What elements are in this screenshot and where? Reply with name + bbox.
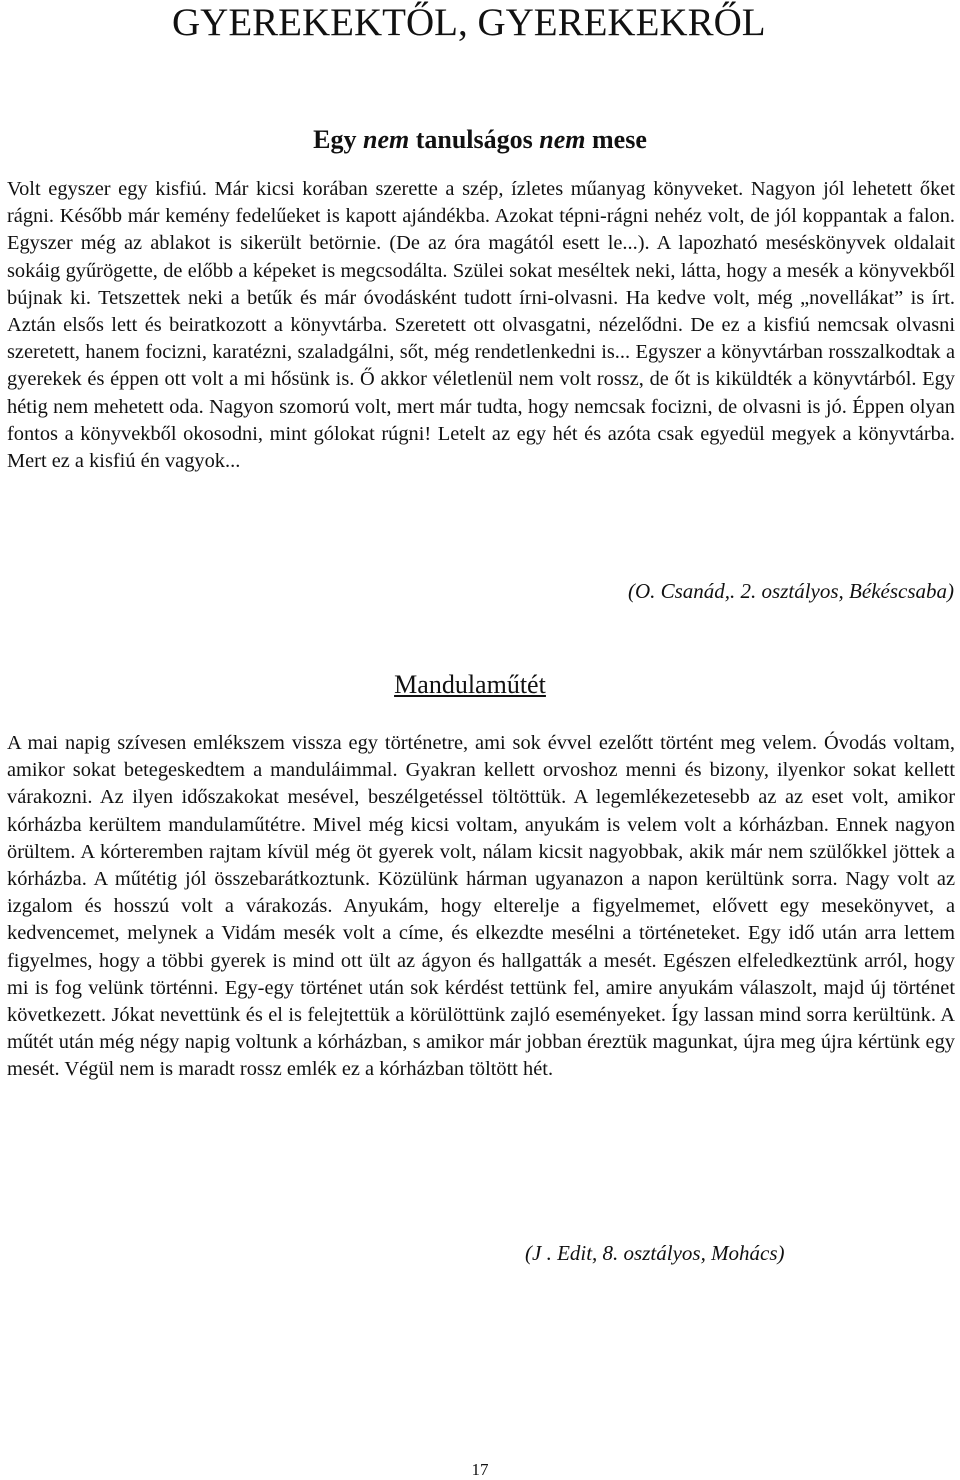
story-body-1: Volt egyszer egy kisfiú. Már kicsi korában szerette a szép, ízletes műanyag könyveket. Nagyon jól lehetett őket rágni. Később már kemény fedelűeket is kapott ajándékba. Azokat tépni-rágni nehéz volt, de jól koppantak a falon. Egyszer még az ablakot is sikerült betörnie. (De az óra magától esett le...). A lapozható meséskönyvek oldalait sokáig gyűrögette, de előbb a képeket is megcsodálta. Szülei sokat meséltek neki, látta, hogy a mesék a könyvekből bújnak ki. Tetszettek neki a betűk és már óvodásként tudott írni-olvasni. Ha kedve volt, még „novellákat” is írt. Aztán elsős lett és beiratkozott a könyvtárba. Szeretett ott olvasgatni, nézelődni. De ez a kisfiú nemcsak olvasni szeretett, hanem focizni, karatézni, szaladgálni, sőt, még rendetlenkedni is... Egyszer a könyvtárban rosszalkodtak a gyerekek és éppen ott volt a mi hősünk is. Ő akkor véletlenül nem volt rossz, de őt is kiküldték a könyvtárból. Egy hétig nem mehetett oda. Nagyon szomorú volt, mert már tudta, hogy nemcsak focizni, de olvasni is jó. Éppen olyan fontos a könyvekből okosodni, mint gólokat rúgni! Letelt az egy hét és azóta csak egyedül megyek a könyvtárba. Mert ez a kisfiú én vagyok...: [7, 178, 955, 473]
title-emphasis: nem: [362, 125, 410, 154]
title-emphasis: nem: [539, 125, 586, 154]
title-part: mese: [585, 125, 647, 154]
story-byline-1: (O. Csanád,. 2. osztályos, Békéscsaba): [627, 579, 954, 603]
story-byline-2: (J . Edit, 8. osztályos, Mohács): [525, 1241, 785, 1265]
title-part: tanulságos: [409, 125, 540, 154]
story-title-1: [0, 125, 960, 155]
title-part: Egy: [313, 125, 363, 154]
page-number: 17: [471, 1460, 489, 1479]
story-title-2: [0, 670, 950, 700]
story-body-2: A mai napig szívesen emlékszem vissza egy történetre, ami sok évvel ezelőtt történt meg velem. Óvodás voltam, amikor sokat betegeskedtem a manduláimmal. Gyakran kellett orvoshoz menni és bizony, ilyenkor sokat kellett várakozni. Az ilyen időszakokat mesével, beszélgetéssel töltöttük. A legemlékezetesebb az az eset volt, amikor kórházba kerültem mandulaműtétre. Mivel még kicsi voltam, anyukám is velem volt a kórházban. Ennek nagyon örültem. A kórteremben rajtam kívül még öt gyerek volt, nálam kicsit nagyobbak, akik már nem szülőkkel jöttek a kórházba. A műtétig jól összebarátkoztunk. Közülünk hárman ugyanazon a napon kerültünk sorra. Nagy volt az izgalom és hosszú volt a várakozás. Anyukám, hogy elterelje a figyelmemet, elővett egy mesekönyvet, a kedvencemet, melynek a Vidám mesék volt a címe, és elkezdte mesélni a történeteket. Egy idő után arra lettem figyelmes, hogy a többi gyerek is mind ott ült az ágyon és hallgatták a mesét. Egészen elfeledkeztünk arról, hogy mi is fog velünk történni. Egy-egy történet után sok kérdést tettünk fel, amire anyukám válaszolt, majd új történet következett. Jókat nevettünk és el is felejtettük a körülöttünk zajló eseményeket. Így lassan mind sorra kerültünk. A műtét után még négy napig voltunk a kórházban, s amikor már jobban éreztük magunkat, újra meg újra kértünk egy mesét. Végül nem is maradt rossz emlék ez a kórházban töltött hét.: [7, 732, 955, 1081]
story-title-2-text: Mandulaműtét: [394, 670, 546, 699]
page-header: GYEREKEKTŐL, GYEREKEKRŐL: [172, 1, 766, 44]
